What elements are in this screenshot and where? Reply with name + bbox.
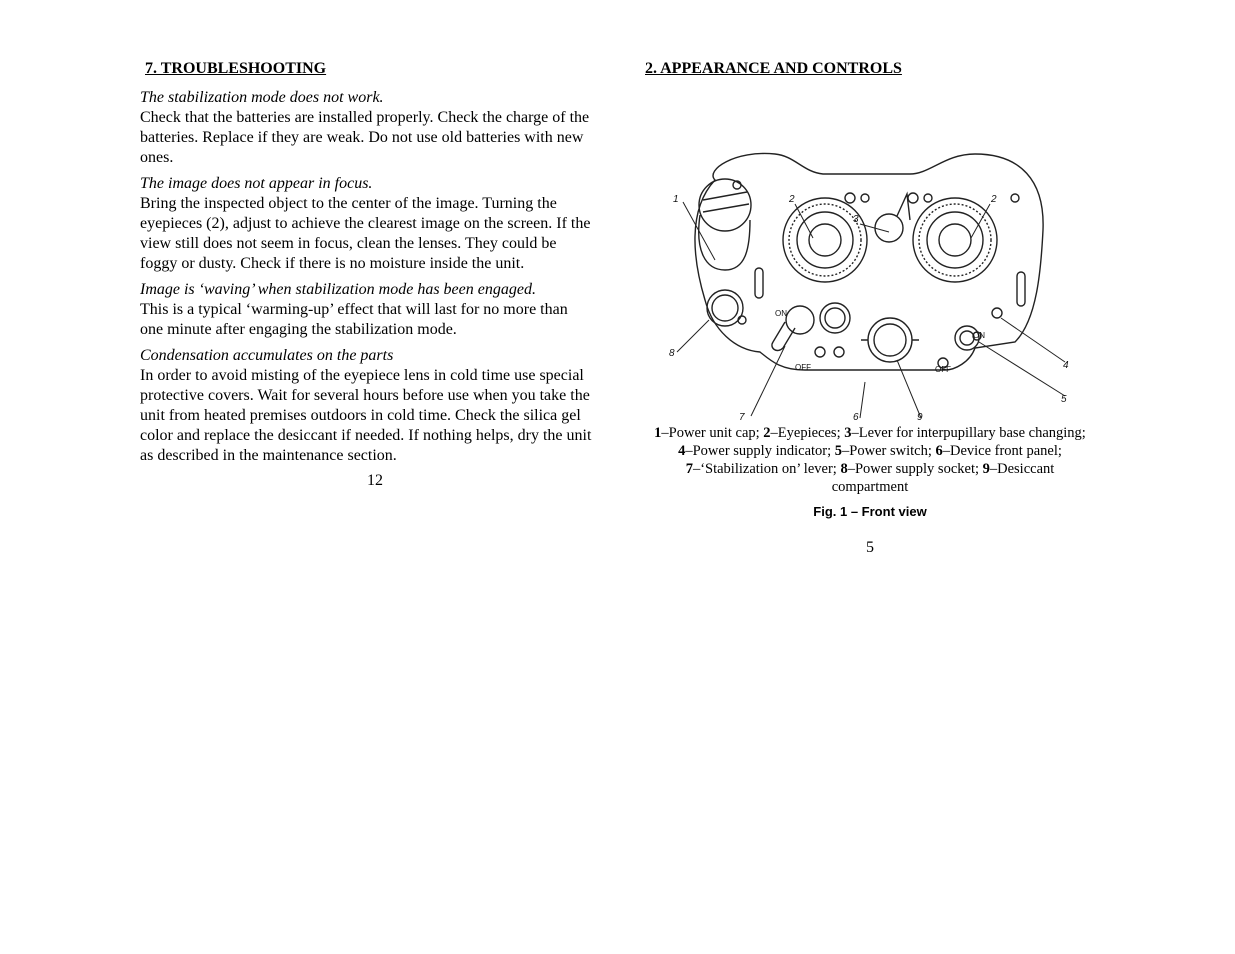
leader-line [751, 346, 785, 416]
device-drawing [645, 120, 1095, 420]
front-view-figure [645, 120, 1095, 420]
side-slot [755, 268, 763, 298]
left-eyepiece-ring [789, 204, 861, 276]
leader-line [979, 342, 1065, 396]
trouble-item-title: The image does not appear in focus. [140, 175, 373, 192]
troubleshooting-heading: 7. TROUBLESHOOTING [145, 60, 327, 77]
caption-number: 3 [844, 425, 852, 441]
appearance-heading: 2. APPEARANCE AND CONTROLS [645, 60, 902, 77]
callout-number: 2 [789, 194, 795, 205]
right-eyepiece-outer [913, 198, 997, 282]
left-eyepiece-outer [783, 198, 867, 282]
leader-line [677, 320, 709, 352]
screw [908, 193, 918, 203]
screw [861, 194, 869, 202]
caption-text: –Eyepieces; [770, 425, 845, 441]
off-label: OFF [795, 363, 811, 372]
trouble-item [140, 174, 592, 274]
trouble-item-title: Image is ‘waving’ when stabilization mode has been engaged. [140, 281, 536, 298]
power-switch-inner [960, 331, 974, 345]
leader-line [860, 382, 865, 418]
caption-text: –Power unit cap; [661, 425, 764, 441]
caption-text: –Device front panel; [942, 443, 1062, 459]
left-eyepiece-mid [797, 212, 853, 268]
left-eyepiece-lens [809, 224, 841, 256]
power-supply-indicator [992, 308, 1002, 318]
leader-line [860, 224, 889, 232]
page-number-right: 5 [866, 539, 874, 556]
caption-number: 4 [678, 443, 686, 459]
caption-text: –Lever for interpupillary base changing; [851, 425, 1086, 441]
trouble-item [140, 280, 592, 340]
right-eyepiece-mid [927, 212, 983, 268]
on-label: ON [775, 309, 787, 318]
stabilization-knob-inner [825, 308, 845, 328]
figure-caption [645, 424, 1095, 496]
callout-number: 7 [739, 412, 745, 420]
caption-text: –‘Stabilization on’ lever; [692, 461, 841, 477]
callout-number: 6 [853, 412, 859, 420]
callout-number: 3 [853, 214, 859, 225]
stabilization-lever-base [786, 306, 814, 334]
trouble-item [140, 346, 592, 466]
right-eyepiece-lens [939, 224, 971, 256]
screw [845, 193, 855, 203]
caption-text: –Power switch; [842, 443, 936, 459]
trouble-item-title: The stabilization mode does not work. [140, 89, 384, 106]
trouble-item-body: Bring the inspected object to the center of the image. Turning the eyepieces (2), adjust to achieve the clearest image on the screen. If the view still does not seem in focus, clean the lenses. They could be foggy or dusty. Check if there is no moisture inside the unit. [140, 195, 591, 272]
left-page [140, 58, 592, 490]
callout-number: 9 [917, 412, 923, 420]
on-label: ON [973, 331, 985, 340]
callout-number: 1 [673, 194, 679, 205]
caption-number: 7 [685, 461, 693, 477]
caption-text: –Desiccant compartment [831, 461, 1055, 495]
callout-number: 8 [669, 348, 675, 359]
caption-number: 6 [935, 443, 943, 459]
trouble-item-body: In order to avoid misting of the eyepiece lens in cold time use special protective covers. Wait for several hours before use when you take the unit from heated premises outdoors in cold time. Check the silica gel color and replace the desiccant if needed. If nothing helps, dry the unit as described in the maintenance section. [140, 367, 592, 464]
trouble-item [140, 88, 592, 168]
page-number-left: 12 [367, 472, 383, 489]
right-page [645, 58, 1095, 557]
power-supply-socket-inner [712, 295, 738, 321]
caption-text: –Power supply indicator; [685, 443, 835, 459]
stabilization-lever [772, 322, 795, 350]
trouble-item-title: Condensation accumulates on the parts [140, 347, 394, 364]
power-unit-cap-slot [703, 192, 749, 212]
leader-line [1001, 318, 1065, 362]
caption-number: 5 [834, 443, 843, 459]
side-slot [1017, 272, 1025, 306]
caption-number: 9 [982, 461, 990, 477]
caption-number: 8 [840, 461, 848, 477]
screw [1011, 194, 1019, 202]
screw [834, 347, 844, 357]
callout-number: 4 [1063, 360, 1069, 371]
leader-line [897, 360, 921, 418]
off-label: OFF [935, 365, 951, 374]
caption-text: –Power supply socket; [847, 461, 983, 477]
trouble-item-body: Check that the batteries are installed properly. Check the charge of the batteries. Replace if they are weak. Do not use old batteries with new ones. [140, 109, 590, 166]
right-eyepiece-ring [919, 204, 991, 276]
callout-number: 2 [991, 194, 997, 205]
caption-number: 2 [763, 425, 771, 441]
screw [815, 347, 825, 357]
caption-number: 1 [654, 425, 662, 441]
callout-number: 5 [1061, 394, 1067, 405]
interpupillary-lever [875, 214, 903, 242]
screw [924, 194, 932, 202]
figure-label: Fig. 1 – Front view [813, 504, 927, 519]
desiccant-compartment-inner [874, 324, 906, 356]
trouble-item-body: This is a typical ‘warming-up’ effect that will last for no more than one minute after engaging the stabilization mode. [140, 301, 568, 338]
